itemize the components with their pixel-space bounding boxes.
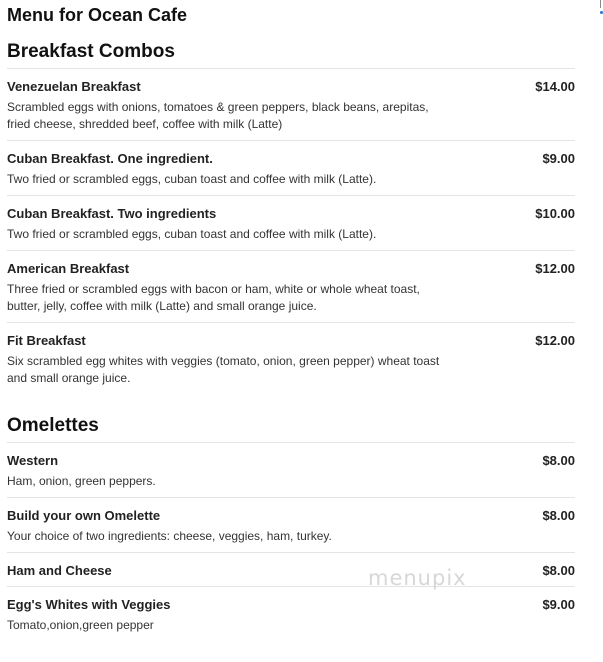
section-title-omelettes: Omelettes — [7, 415, 99, 436]
menu-item — [7, 442, 575, 497]
item-name: American Breakfast — [7, 261, 130, 276]
menu-item — [7, 68, 575, 140]
item-name: Western — [7, 453, 59, 468]
item-price: $8.00 — [542, 563, 575, 578]
section-title-breakfast-combos: Breakfast Combos — [7, 41, 175, 62]
menu-page — [7, 4, 575, 641]
item-description: Six scrambled egg whites with veggies (tomato, onion, green pepper) wheat toast and small orange juice. — [7, 354, 440, 385]
item-price: $10.00 — [535, 206, 575, 221]
item-name: Egg's Whites with Veggies — [7, 597, 171, 612]
item-price: $9.00 — [542, 151, 575, 166]
item-description: Your choice of two ingredients: cheese, veggies, ham, turkey. — [7, 529, 332, 543]
item-description: Scrambled eggs with onions, tomatoes & green peppers, black beans, arepitas, fried cheese, shredded beef, coffee with milk (Latte) — [7, 100, 429, 131]
menu-item — [7, 250, 575, 322]
item-description: Two fried or scrambled eggs, cuban toast and coffee with milk (Latte). — [7, 172, 377, 186]
breakfast-combos-list — [7, 68, 575, 394]
omelettes-list — [7, 442, 575, 641]
item-name: Ham and Cheese — [7, 563, 112, 578]
item-description: Ham, onion, green peppers. — [7, 474, 156, 488]
item-description: Tomato,onion,green pepper — [7, 618, 154, 632]
watermark: menupix — [368, 566, 467, 590]
item-price: $9.00 — [542, 597, 575, 612]
menu-item — [7, 497, 575, 552]
item-price: $14.00 — [535, 79, 575, 94]
menu-item — [7, 586, 575, 641]
menu-item — [7, 322, 575, 394]
menu-item — [7, 140, 575, 195]
item-price: $12.00 — [535, 261, 575, 276]
page-title: Menu for Ocean Cafe — [7, 5, 188, 25]
item-name: Build your own Omelette — [7, 508, 161, 523]
item-name: Cuban Breakfast. Two ingredients — [7, 206, 217, 221]
item-price: $12.00 — [535, 333, 575, 348]
item-name: Venezuelan Breakfast — [7, 79, 141, 94]
item-price: $8.00 — [542, 508, 575, 523]
item-description: Two fried or scrambled eggs, cuban toast and coffee with milk (Latte). — [7, 227, 377, 241]
item-name: Fit Breakfast — [7, 333, 86, 348]
menu-item — [7, 552, 575, 586]
item-description: Three fried or scrambled eggs with bacon or ham, white or whole wheat toast, butter, jelly, coffee with milk (Latte) and small orange juice. — [7, 282, 420, 313]
item-name: Cuban Breakfast. One ingredient. — [7, 151, 213, 166]
item-price: $8.00 — [542, 453, 575, 468]
menu-item — [7, 195, 575, 250]
